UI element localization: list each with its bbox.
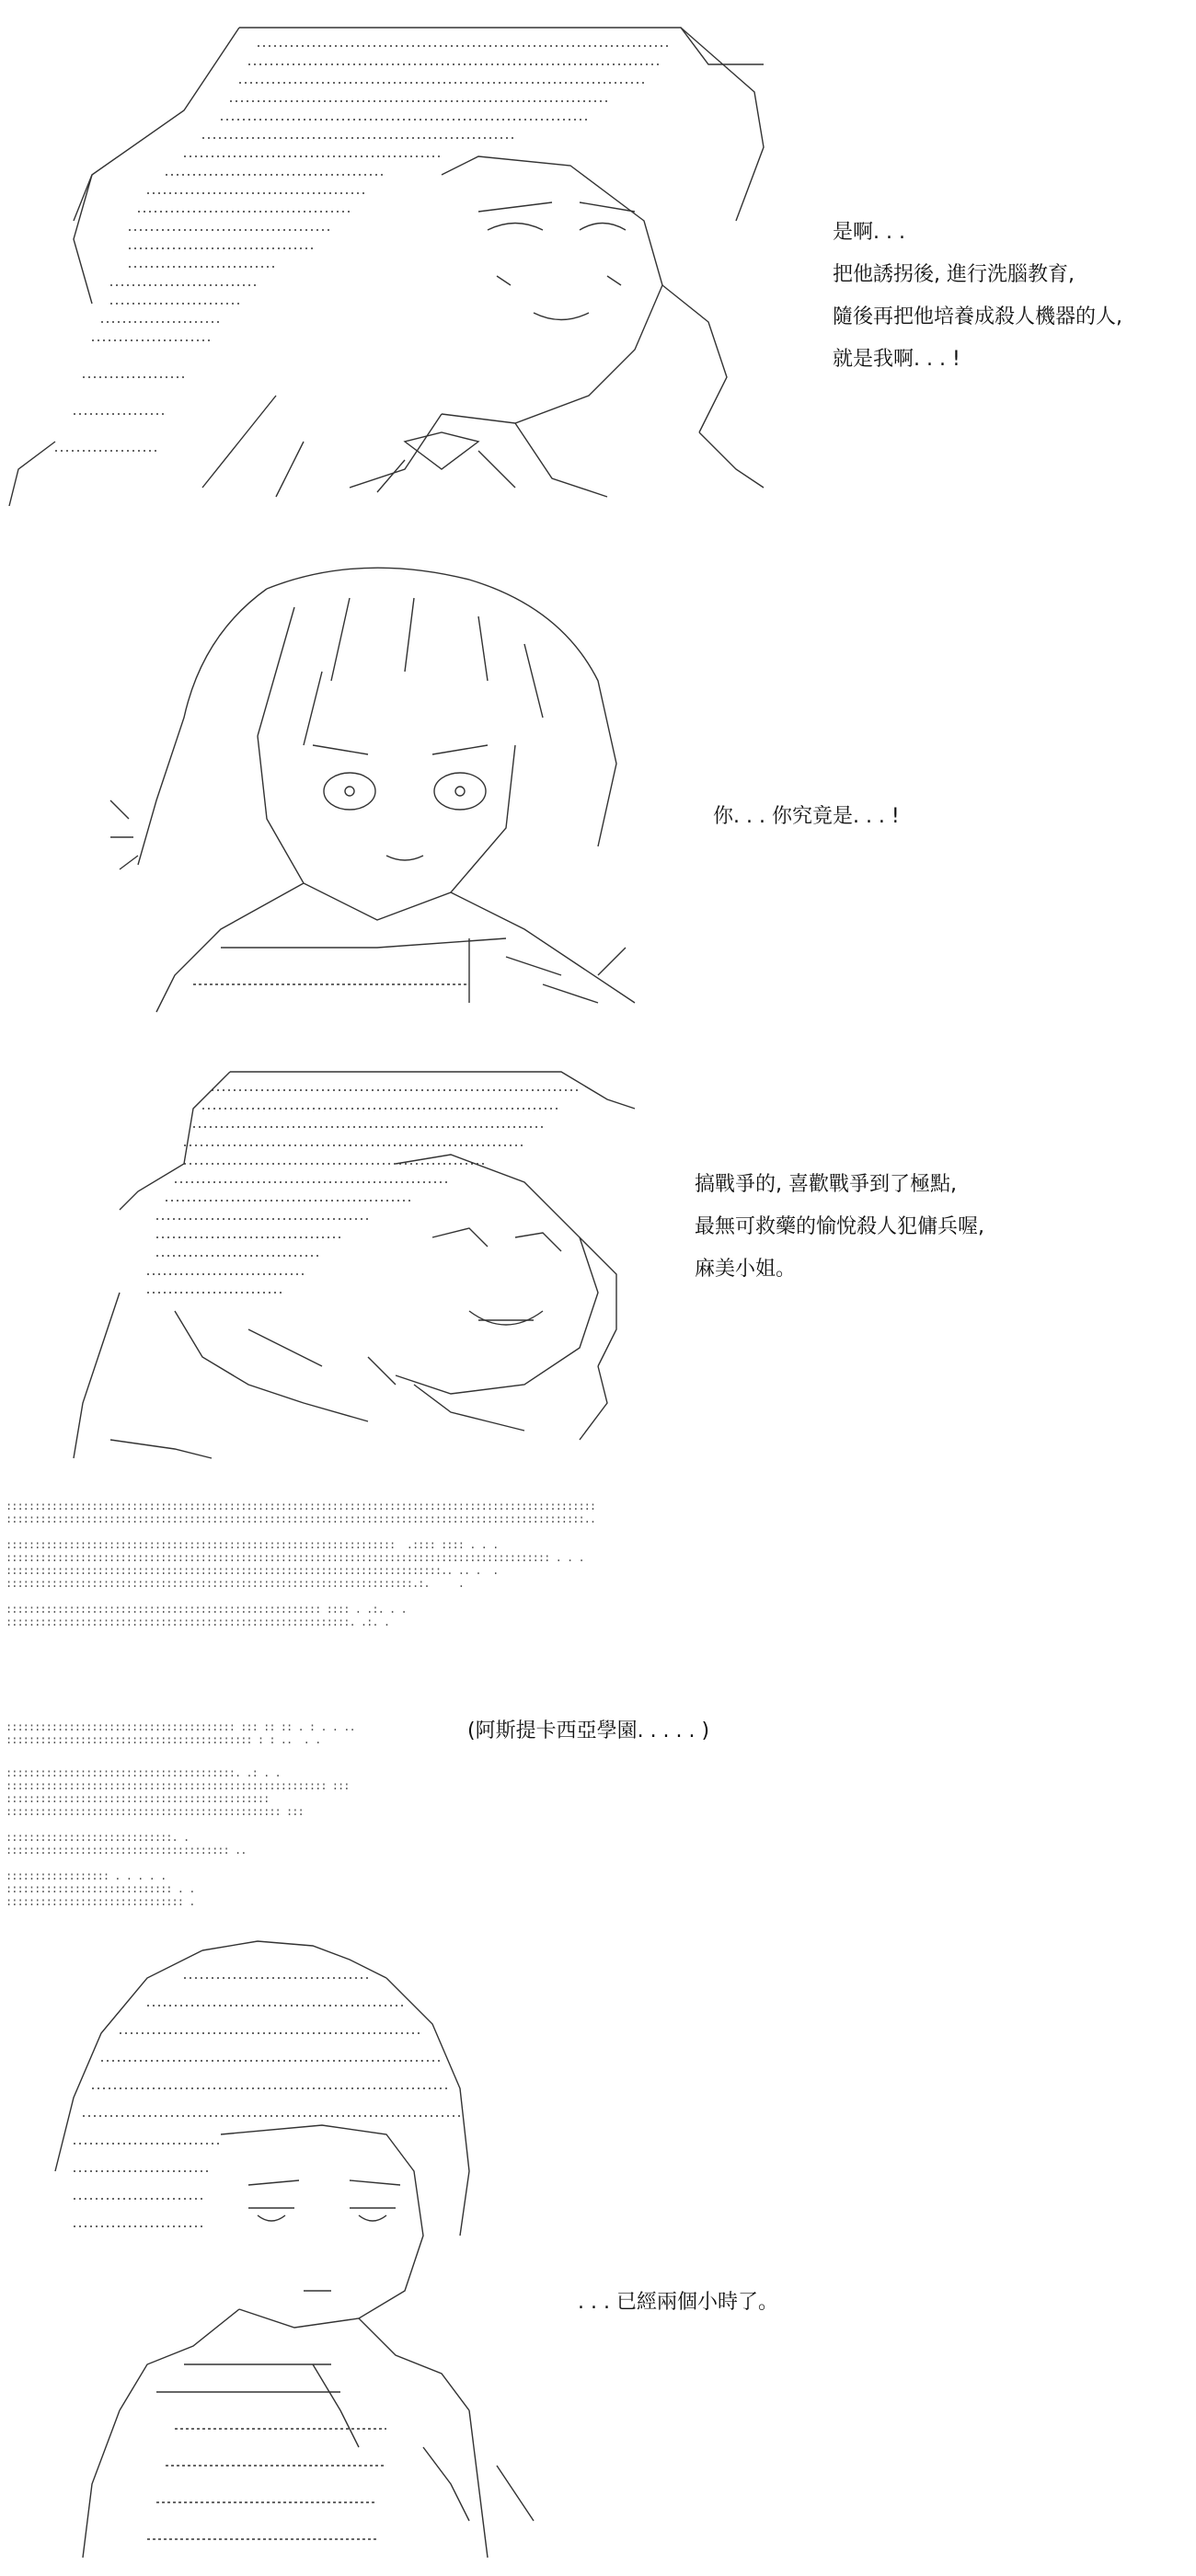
scene-caption: (阿斯提卡西亞學園. . . . . ) (467, 1719, 710, 1742)
dialogue-line: 你. . . 你究竟是. . . ! (713, 805, 900, 828)
dialogue-line: . . . 已經兩個小時了。 (578, 2291, 778, 2314)
dots-band: :::::::::::::::::::::::::::::::::::::::: ::: :: :: . : . . .. ::::::::::::::::::::::::::::::::::::::::::: : : .. . . (6, 1720, 355, 1746)
ascii-art-character-grinning (64, 1053, 644, 1467)
ascii-art-scene-transition: ::::::::::::::::::::::::::::::::::::::::::::::::::::::::::::::::::::::::::::::::::::::::::::::::::::::: :::::::::::::::::::::::::::::::::::::::::::::::::::::::::::::::::::::::::::::::::::::::::::::::::::::.. :::::::::::::::::::::::::::::::::::::::::::::::::::::::::::::::::::: .:::: :::: . . . ::::::::::::::::::::::::::::::::::::::::::::::::::::::::::::::::::::::::::::::::::::::::::::::: . . . ::::::::::::::::::::::::::::::::::::::::::::::::::::::::::::::::::::::::::::.. .. . . :::::::::::::::::::::::::::::::::::::::::::::::::::::::::::::::::::::::.:. . ::::::::::::::::::::::::::::::::::::::::::::::::::::::: :::: . .:. . . ::::::::::::::::::::::::::::::::::::::::::::::::::::::::::::. .:. . (6, 1500, 596, 1628)
dialogue-line: 就是我啊. . . ! (833, 348, 960, 371)
panel-5 (0, 1923, 1196, 2567)
dialogue-line: 麻美小姐。 (695, 1258, 797, 1281)
dots-band: ::::::::::::::::::::::::::::::::::::::::. .: . . :::::::::::::::::::::::::::::::::::::::::::::::::::::::: ::: :::::::::::::::::::::::::::::::::::::::::::::: :::::::::::::::::::::::::::::::::::::::::::::::: ::: :::::::::::::::::::::::::::::. . ::::::::::::::::::::::::::::::::::::::: .. :::::::::::::::::: . . . . . ::::::::::::::::::::::::::::: . . ::::::::::::::::::::::::::::::: . (6, 1766, 350, 1908)
ascii-art-character-smiling (0, 9, 791, 506)
dialogue-line: 是啊. . . (833, 221, 905, 244)
dialogue-line: 搞戰爭的, 喜歡戰爭到了極點, (695, 1173, 957, 1196)
dialogue-box (833, 212, 1122, 381)
ascii-art-character-shocked (83, 543, 672, 1021)
dialogue-box (695, 1164, 984, 1291)
panel-3 (0, 1044, 1196, 1477)
panel-2 (0, 534, 1196, 1030)
ascii-art-character-waiting (37, 1932, 561, 2567)
dialogue-line: 把他誘拐後, 進行洗腦教育, (833, 263, 1075, 286)
dialogue-box (713, 796, 900, 838)
dialogue-line: 最無可救藥的愉悅殺人犯傭兵喔, (695, 1215, 984, 1238)
panel-1 (0, 0, 1196, 515)
panel-4 (0, 1490, 1196, 1908)
dialogue-line: 隨後再把他培養成殺人機器的人, (833, 305, 1122, 328)
dialogue-box (578, 2282, 778, 2324)
